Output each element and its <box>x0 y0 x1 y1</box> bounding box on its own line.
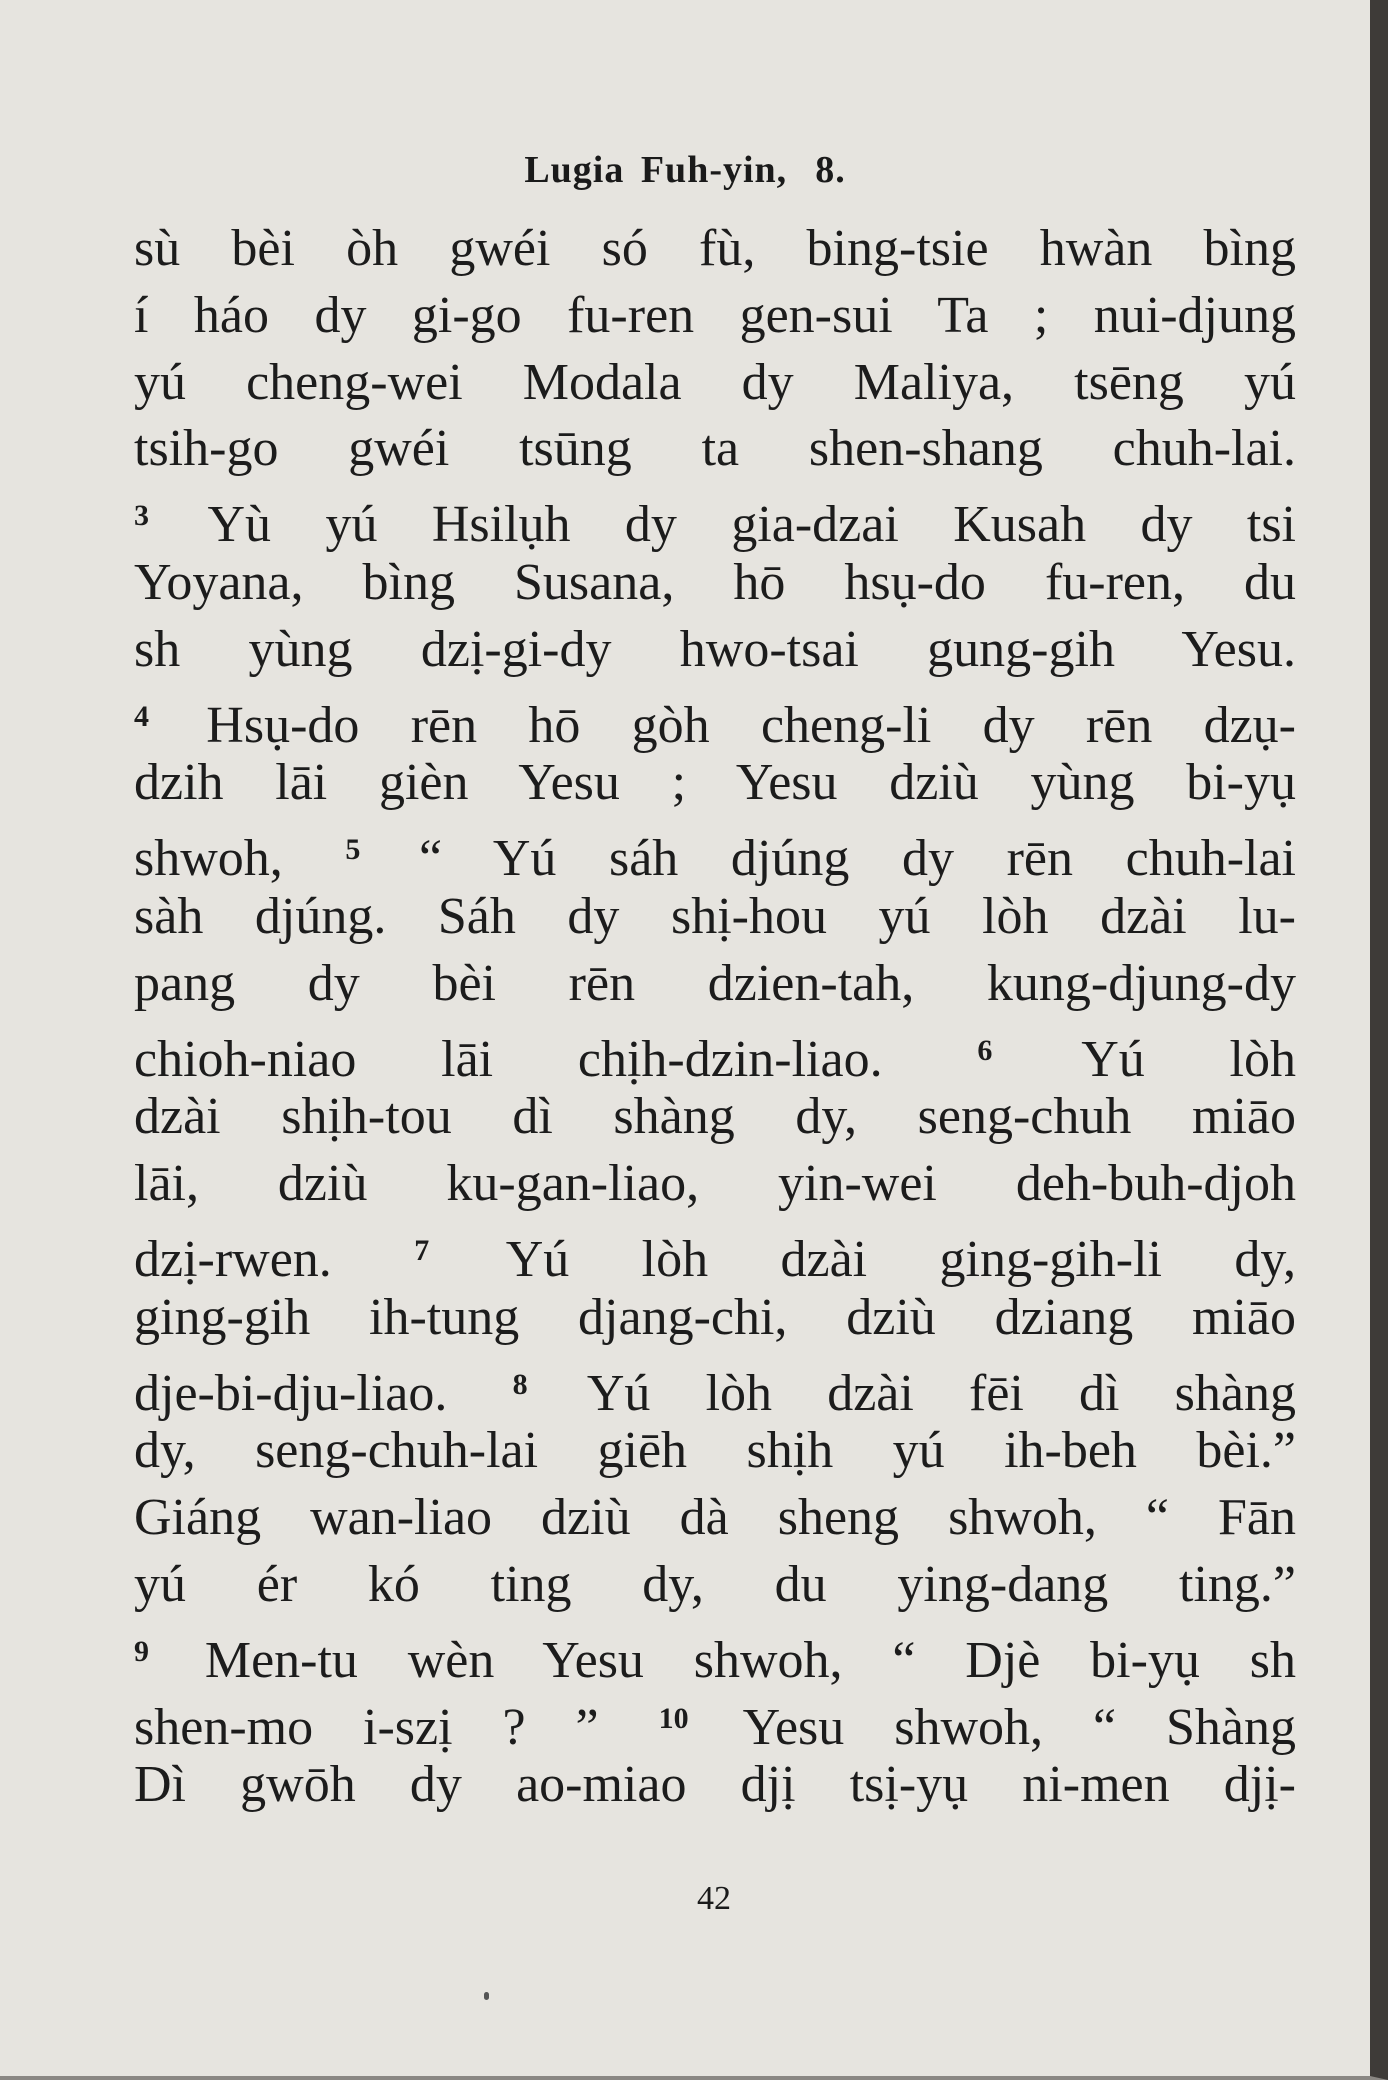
text-line <box>134 1552 1296 1619</box>
line-text: pang dy bèi rēn dzien-tah, kung-djung-dy <box>134 954 1296 1012</box>
line-text: sù bèi òh gwéi só fù, bing-tsie hwàn bìng <box>134 220 1296 277</box>
text-line <box>134 216 1296 283</box>
text-line <box>134 550 1296 617</box>
verse-number: 7 <box>414 1233 430 1267</box>
text-line <box>134 1018 1296 1088</box>
text-line <box>134 750 1296 817</box>
text-line <box>134 416 1296 483</box>
line-text: Yoyana, bìng Susana, hō hsụ-do fu-ren, du <box>134 553 1296 611</box>
text-line <box>134 1619 1296 1689</box>
verse-number: 5 <box>345 833 361 867</box>
verse-number: 8 <box>512 1367 528 1401</box>
text-line <box>134 884 1296 951</box>
line-text: tsih-go gwéi tsūng ta shen-shang chuh-lai. <box>134 420 1296 478</box>
text-line <box>134 1352 1297 1422</box>
text-line <box>134 1418 1296 1485</box>
text-line <box>134 617 1296 684</box>
text-line <box>134 1686 1296 1756</box>
header-title: Lugia Fuh-yin, <box>524 149 788 191</box>
verse-number: 4 <box>134 699 149 733</box>
text-line <box>134 1151 1296 1218</box>
line-text: Men-tu wèn Yesu shwoh, “ Djè bi-yụ sh <box>204 1631 1296 1689</box>
line-text: shen-mo i-szị ? ” <box>134 1698 599 1756</box>
line-text: chioh-niao lāi chịh-dzin-liao. <box>134 1030 883 1088</box>
line-text: Yú lòh dzài ging-gih-li dy, <box>505 1230 1297 1288</box>
ink-speck <box>484 1992 489 2000</box>
line-text: sh yùng dzị-gi-dy hwo-tsai gung-gih Yesu. <box>134 620 1296 678</box>
verse-number: 9 <box>134 1634 149 1668</box>
line-text: Yú lòh dzài fēi dì shàng <box>586 1364 1297 1422</box>
line-text: Dì gwōh dy ao-miao djị tsị-yụ ni-men djị- <box>134 1756 1296 1814</box>
line-text: shwoh, <box>134 830 283 888</box>
line-text: í háo dy gi-go fu-ren gen-sui Ta ; nui-djung <box>134 286 1296 344</box>
running-header <box>0 148 1370 192</box>
verse-number: 6 <box>977 1033 993 1067</box>
text-line <box>134 483 1297 554</box>
line-text: Giáng wan-liao dziù dà sheng shwoh, “ Fān <box>134 1489 1296 1547</box>
body-text <box>134 216 1296 1819</box>
line-text: Hsụ-do rēn hō gòh cheng-li dy rēn dzụ- <box>206 696 1296 754</box>
line-text: ging-gih ih-tung djang-chi, dziù dziang miāo <box>134 1288 1296 1346</box>
line-text: Yesu shwoh, “ Shàng <box>742 1698 1296 1756</box>
line-text: dzài shịh-tou dì shàng dy, seng-chuh miāo <box>134 1088 1296 1146</box>
text-line <box>134 283 1296 350</box>
line-text: dje-bi-dju-liao. <box>134 1364 448 1422</box>
line-text: Yù yú Hsilụh dy gia-dzai Kusah dy tsi <box>207 496 1297 554</box>
text-line <box>134 1285 1296 1352</box>
verse-number: 3 <box>134 499 149 533</box>
text-line <box>134 1218 1297 1288</box>
text-line <box>134 684 1296 754</box>
verse-number: 10 <box>658 1701 689 1735</box>
line-text: Yú lòh <box>1081 1030 1296 1088</box>
line-text: sàh djúng. Sáh dy shị-hou yú lòh dzài lu- <box>134 887 1296 945</box>
text-line <box>134 1084 1296 1151</box>
header-chapter: 8. <box>815 149 846 191</box>
text-line <box>134 817 1297 888</box>
line-text: yú ér kó ting dy, du ying-dang ting.” <box>134 1555 1296 1613</box>
text-line <box>134 951 1296 1018</box>
line-text: yú cheng-wei Modala dy Maliya, tsēng yú <box>134 353 1296 411</box>
line-text: lāi, dziù ku-gan-liao, yin-wei deh-buh-djoh <box>134 1155 1296 1213</box>
line-text: dzih lāi gièn Yesu ; Yesu dziù yùng bi-yụ <box>134 754 1296 812</box>
text-line <box>134 1752 1296 1819</box>
line-text: dy, seng-chuh-lai giēh shịh yú ih-beh bèi.” <box>134 1422 1296 1480</box>
text-line <box>134 350 1296 417</box>
text-line <box>134 1485 1296 1552</box>
line-text: “ Yú sáh djúng dy rēn chuh-lai <box>419 830 1297 888</box>
page-number: 42 <box>697 1880 731 1917</box>
line-text: dzị-rwen. <box>134 1230 332 1288</box>
